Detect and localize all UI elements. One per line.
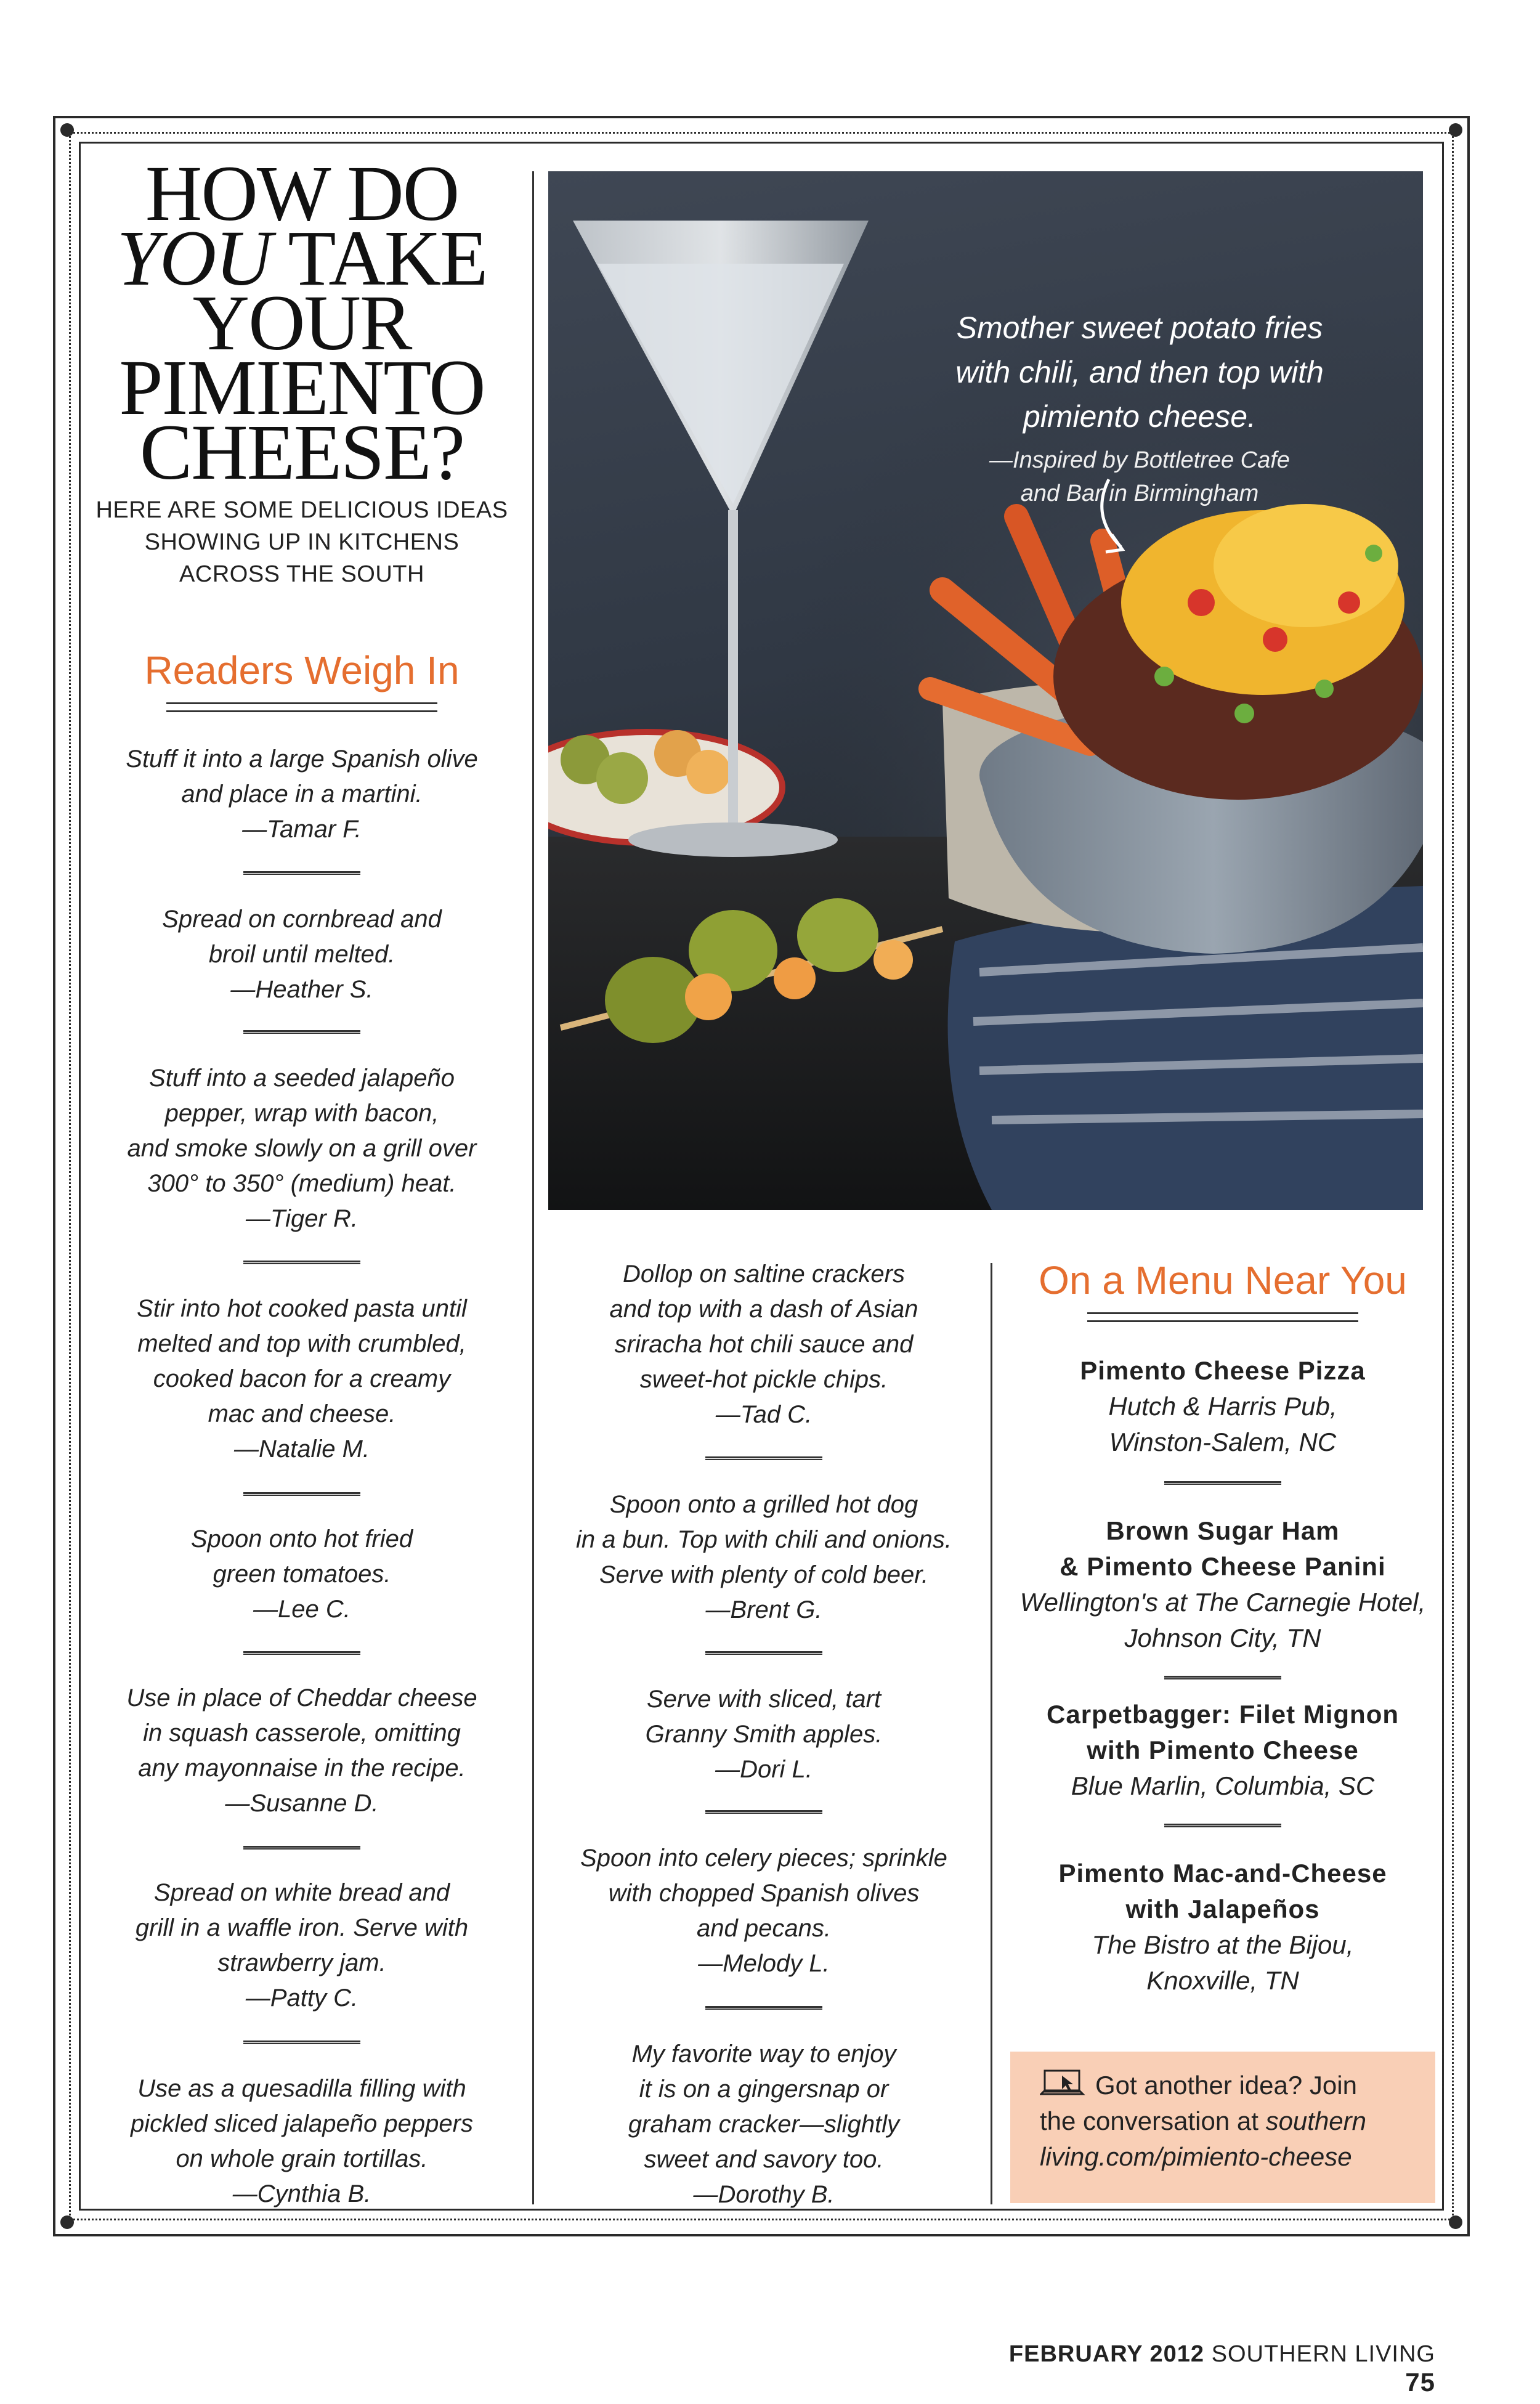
tip-separator <box>705 1651 822 1655</box>
readers-heading: Readers Weigh In <box>144 648 460 692</box>
reader-tip: Stir into hot cooked pasta until melted and top with crumbled, cooked bacon for a creamy mac and cheese. —Natalie M. <box>99 1291 505 1467</box>
callout-text: the conversation at <box>1040 2106 1266 2135</box>
page-title: HOW DO YOU TAKE YOUR PIMIENTO CHEESE? <box>116 150 487 496</box>
tip-separator <box>243 1030 360 1034</box>
dish-name: with Pimento Cheese <box>1087 1736 1359 1764</box>
callout-link[interactable]: living.com/pimiento-cheese <box>1040 2142 1352 2171</box>
reader-name: —Cynthia B. <box>232 2180 371 2207</box>
page-subtitle: HERE ARE SOME DELICIOUS IDEAS SHOWING UP IN KITCHENS ACROSS THE SOUTH <box>95 497 508 587</box>
dish-name: Pimento Cheese Pizza <box>1080 1356 1366 1385</box>
restaurant-listing <box>1010 1856 1435 1999</box>
reader-tip: Serve with sliced, tart Granny Smith apples. —Dori L. <box>554 1682 973 1787</box>
callout-link[interactable]: southern <box>1265 2106 1367 2135</box>
reader-tip: Stuff it into a large Spanish olive and place in a martini. —Tamar F. <box>99 742 505 847</box>
tip-separator <box>705 1810 822 1814</box>
reader-tip: Spoon into celery pieces; sprinkle with chopped Spanish olives and pecans. —Melody L. <box>554 1841 973 1981</box>
tip-separator <box>243 1651 360 1655</box>
reader-tip: Spread on cornbread and broil until melted. —Heather S. <box>99 902 505 1007</box>
restaurant-place: Knoxville, TN <box>1146 1966 1299 1995</box>
frame-corner-dot <box>1449 2215 1462 2229</box>
restaurant-listing <box>1010 1697 1435 1804</box>
restaurant-listing <box>1010 1353 1435 1460</box>
menu-separator <box>1164 1481 1281 1485</box>
tip-separator <box>705 1456 822 1460</box>
restaurant-listing <box>1010 1513 1435 1656</box>
menu-separator <box>1164 1824 1281 1827</box>
reader-tip: Use in place of Cheddar cheese in squash casserole, omitting any mayonnaise in the recipe. —Susanne D. <box>99 1681 505 1821</box>
reader-tip: Spread on white bread and grill in a waffle iron. Serve with strawberry jam. —Patty C. <box>99 1875 505 2016</box>
reader-name: —Natalie M. <box>233 1435 370 1463</box>
reader-tip: Use as a quesadilla filling with pickled sliced jalapeño peppers on whole grain tortillas. —Cynthia B. <box>99 2071 505 2212</box>
tip-separator <box>243 1492 360 1496</box>
frame-corner-dot <box>60 2215 74 2229</box>
restaurant-place: Hutch & Harris Pub, <box>1108 1392 1337 1421</box>
reader-name: —Dorothy B. <box>693 2181 835 2208</box>
restaurant-place: Wellington's at The Carnegie Hotel, <box>1019 1588 1426 1617</box>
tip-separator <box>243 1261 360 1264</box>
readers-heading-rule <box>166 702 437 712</box>
reader-name: —Susanne D. <box>225 1790 379 1817</box>
reader-tip: My favorite way to enjoy it is on a gingersnap or graham cracker—slightly sweet and savory too. —Dorothy B. <box>554 2037 973 2212</box>
tip-separator <box>243 2041 360 2044</box>
reader-name: —Patty C. <box>245 1984 359 2012</box>
reader-name: —Tamar F. <box>242 816 362 843</box>
column-rule-middle <box>991 1263 992 2204</box>
laptop-cursor-icon <box>1040 2068 1095 2098</box>
issue-date: FEBRUARY 2012 <box>1008 2341 1205 2367</box>
restaurant-place: The Bistro at the Bijou, <box>1092 1930 1354 1959</box>
reader-tip: Dollop on saltine crackers and top with a dash of Asian sriracha hot chili sauce and sweet-hot pickle chips. —Tad C. <box>554 1257 973 1432</box>
frame-corner-dot <box>60 123 74 137</box>
restaurant-place: Blue Marlin, Columbia, SC <box>1071 1771 1375 1800</box>
reader-name: —Lee C. <box>253 1596 351 1623</box>
callout-text: Got another idea? Join <box>1095 2071 1357 2100</box>
reader-tip: Stuff into a seeded jalapeño pepper, wrap with bacon, and smoke slowly on a grill over 300° to 350° (medium) heat. —Tiger R. <box>99 1061 505 1237</box>
tip-separator <box>243 871 360 875</box>
tip-separator <box>705 2006 822 2010</box>
menu-heading-rule <box>1087 1312 1358 1322</box>
title-emphasis: YOU <box>116 214 271 302</box>
restaurant-place: Winston-Salem, NC <box>1109 1427 1337 1456</box>
photo-credit: —Inspired by Bottletree Cafe and Bar in Birmingham <box>989 447 1290 506</box>
dish-name: Pimento Mac-and-Cheese <box>1058 1859 1387 1888</box>
reader-tip: Spoon onto a grilled hot dog in a bun. Top with chili and onions. Serve with plenty of cold beer. —Brent G. <box>554 1487 973 1628</box>
reader-name: —Heather S. <box>230 976 373 1003</box>
tip-separator <box>243 1846 360 1850</box>
reader-name: —Brent G. <box>705 1596 822 1623</box>
page-number: 75 <box>1405 2368 1435 2397</box>
page-footer <box>986 2341 1435 2397</box>
dish-name: Carpetbagger: Filet Mignon <box>1047 1700 1399 1729</box>
join-conversation-callout <box>1010 2052 1435 2203</box>
dish-name: with Jalapeños <box>1125 1894 1320 1923</box>
reader-name: —Melody L. <box>698 1950 830 1977</box>
menu-separator <box>1164 1676 1281 1679</box>
dish-name: & Pimento Cheese Panini <box>1060 1552 1386 1581</box>
magazine-name: SOUTHERN LIVING <box>1204 2341 1435 2367</box>
restaurant-place: Johnson City, TN <box>1124 1623 1321 1652</box>
reader-tip: Spoon onto hot fried green tomatoes. —Lee C. <box>99 1522 505 1627</box>
menu-heading: On a Menu Near You <box>1039 1258 1407 1302</box>
dish-name: Brown Sugar Ham <box>1106 1516 1340 1545</box>
frame-corner-dot <box>1449 123 1462 137</box>
photo-caption: Smother sweet potato fries with chili, and then top with pimiento cheese. <box>955 311 1324 434</box>
reader-name: —Dori L. <box>715 1756 813 1783</box>
reader-name: —Tiger R. <box>246 1205 358 1232</box>
column-rule-left <box>532 171 534 2204</box>
reader-name: —Tad C. <box>715 1401 813 1428</box>
